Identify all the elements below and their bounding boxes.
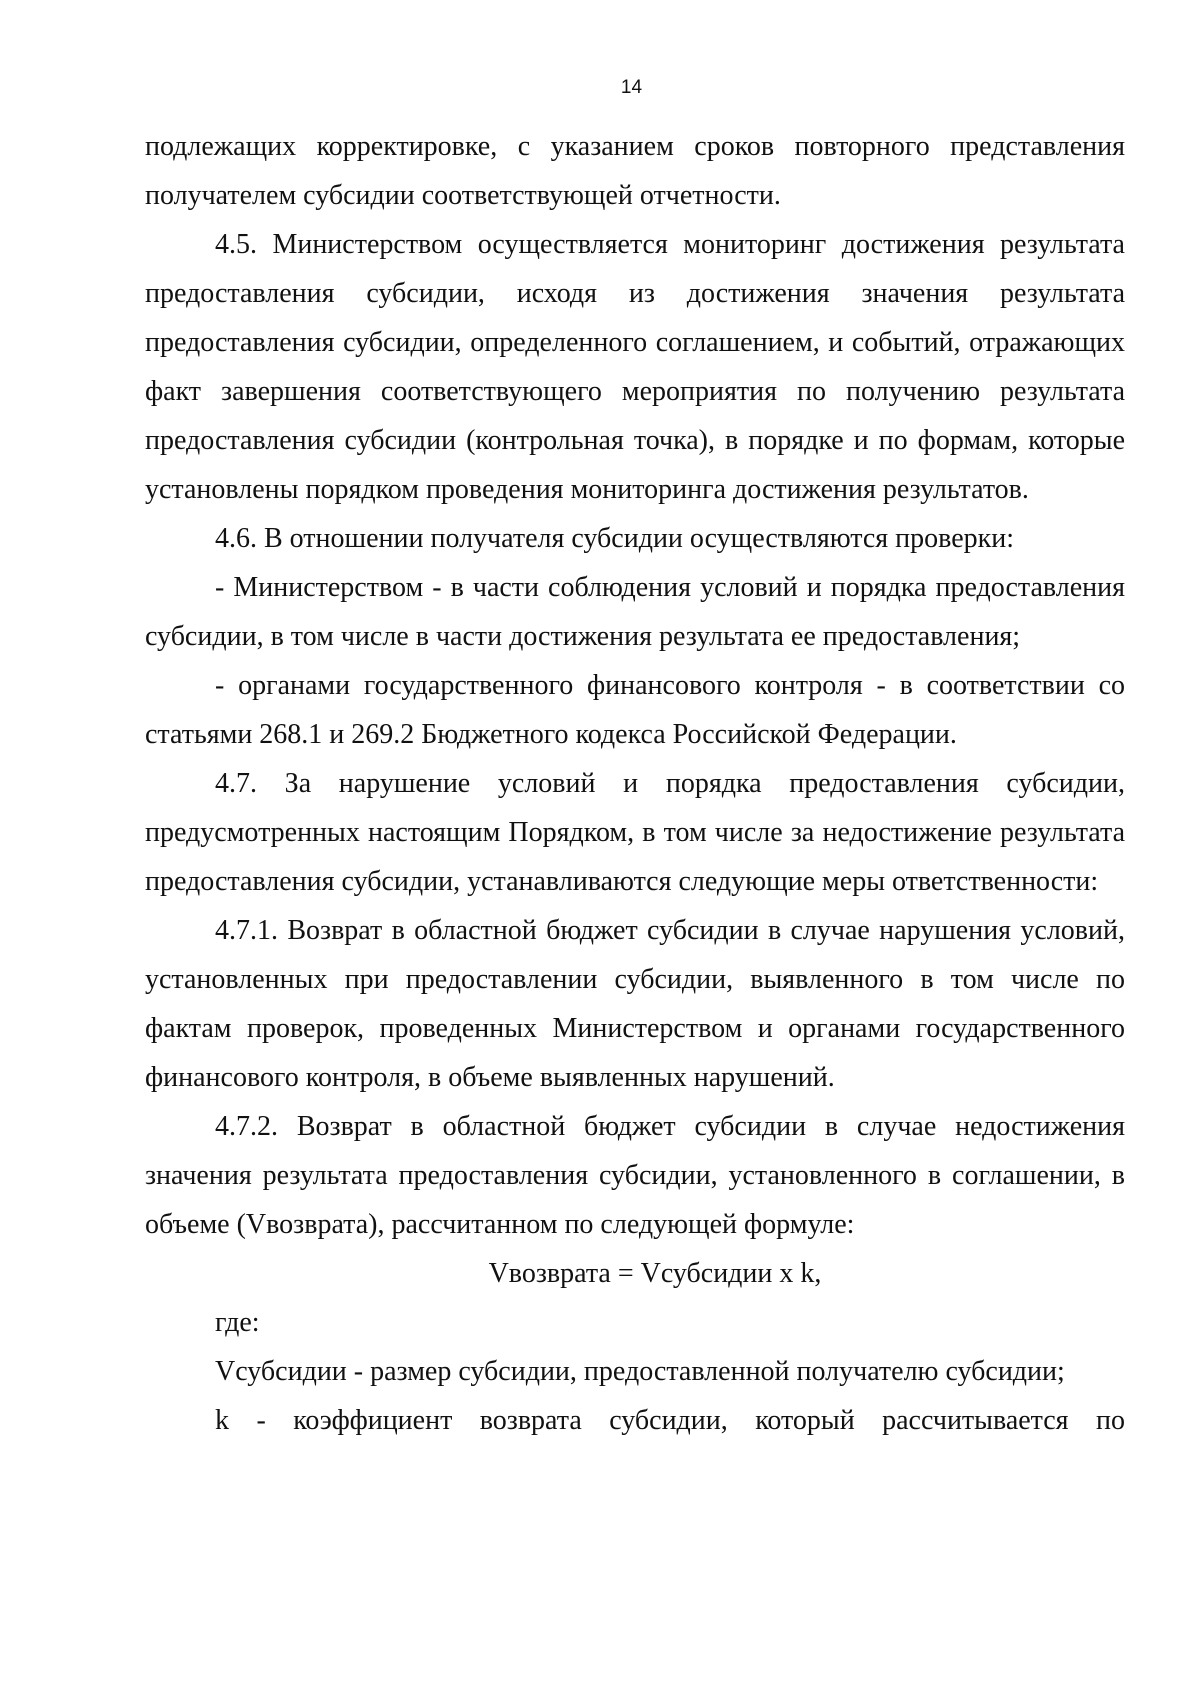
definition-v-subsidy: Vсубсидии - размер субсидии, предоставленной получателю субсидии; [215,1356,1065,1387]
definition-k-coefficient: k - коэффициент возврата субсидии, который рассчитывается по [215,1405,1125,1436]
return-formula: Vвозврата = Vсубсидии x k, [488,1258,822,1289]
paragraph-4-7-2: 4.7.2. Возврат в областной бюджет субсидии в случае недостижения значения результата предоставления субсидии, установленного в соглашении, в объеме (Vвозврата), рассчитанном по следующей формуле: [145,1111,1125,1240]
formula-where-label: где: [215,1307,260,1338]
document-body [145,122,1125,1445]
list-item-financial-control: - органами государственного финансового контроля - в соответствии со статьями 268.1 и 269.2 Бюджетного кодекса Российской Федерации. [145,670,1125,750]
paragraph-4-6: 4.6. В отношении получателя субсидии осуществляются проверки: [215,523,1014,554]
list-item-ministry-checks: - Министерством - в части соблюдения условий и порядка предоставления субсидии, в том числе в части достижения результата ее предоставления; [145,572,1125,652]
paragraph-continuation: подлежащих корректировке, с указанием сроков повторного представления получателем субсидии соответствующей отчетности. [145,131,1125,211]
paragraph-4-7: 4.7. За нарушение условий и порядка предоставления субсидии, предусмотренных настоящим Порядком, в том числе за недостижение результата предоставления субсидии, устанавливаются следующие меры ответственности: [145,768,1125,897]
paragraph-4-7-1: 4.7.1. Возврат в областной бюджет субсидии в случае нарушения условий, установленных при предоставлении субсидии, выявленного в том числе по фактам проверок, проведенных Министерством и органами государственного финансового контроля, в объеме выявленных нарушений. [145,915,1125,1093]
page-number: 14 [620,77,643,98]
paragraph-4-5: 4.5. Министерством осуществляется мониторинг достижения результата предоставления субсидии, исходя из достижения значения результата предоставления субсидии, определенного соглашением, и событий, отражающих факт завершения соответствующего мероприятия по получению результата предоставления субсидии (контрольная точка), в порядке и по формам, которые установлены порядком проведения мониторинга достижения результатов. [145,229,1125,505]
